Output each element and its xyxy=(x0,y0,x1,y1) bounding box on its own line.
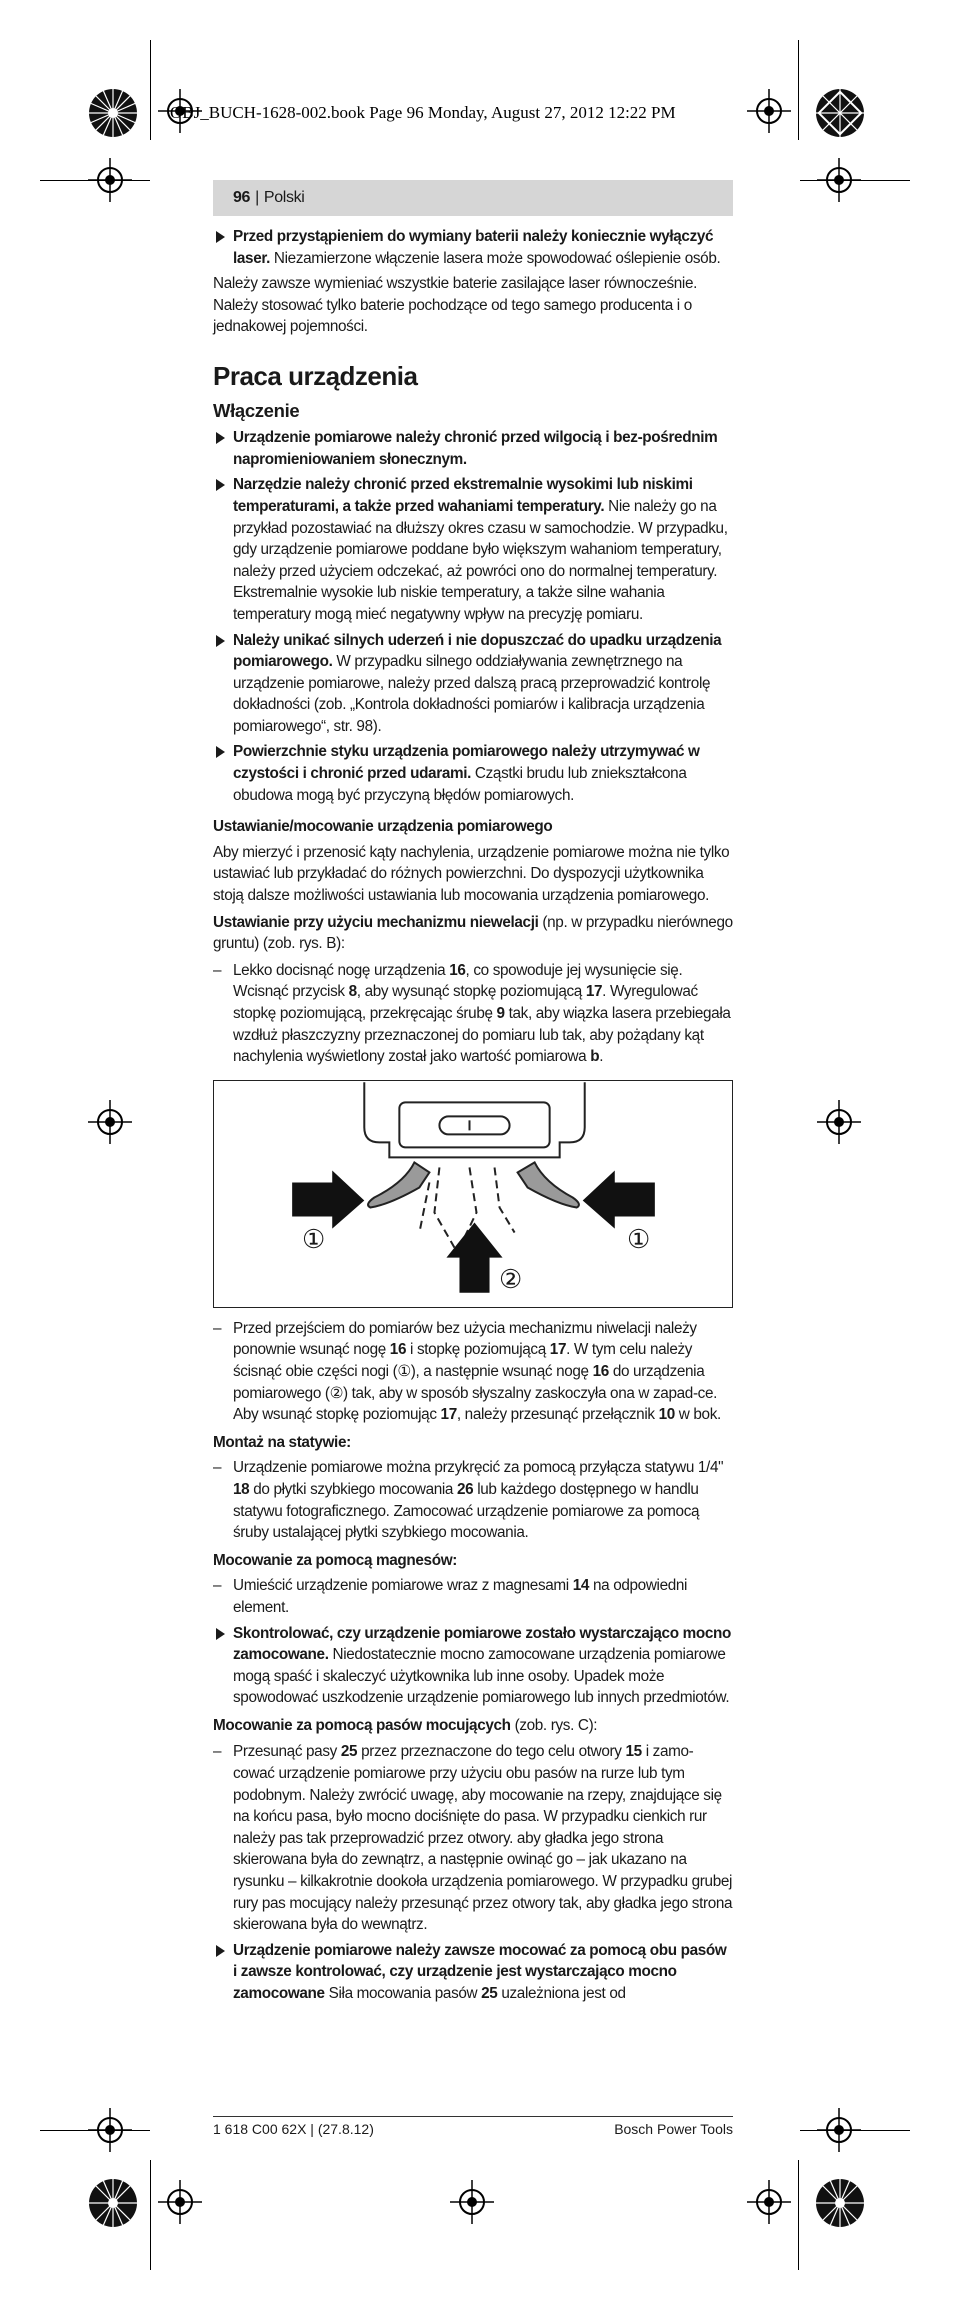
instruction-item: – Lekko docisnąć nogę urządzenia 16, co spowoduje jej wysunięcie się. Wcisnąć przycisk 8, aby wysunąć stopkę poziomującą 17. Wyregulować stopkę poziomującą, przekręcając śrubę 9 tak, aby wiązka lasera przebiegała wzdłuż płaszczyzny przeznaczonej do pomiaru lub tak, aby pożądany kąt nachylenia wyświetlony został jako wartość pomiarowa b. xyxy=(213,960,733,1068)
subsection-title: Włączenie xyxy=(213,399,300,421)
figure-label-bottom: ② xyxy=(499,1263,522,1294)
language-label: Polski xyxy=(263,189,305,207)
crop-line xyxy=(40,2130,150,2131)
registration-mark-icon xyxy=(817,1100,861,1144)
crop-line xyxy=(798,40,799,140)
crop-line xyxy=(150,2160,151,2270)
leveling-leg-illustration xyxy=(214,1081,732,1307)
figure-label-left: ① xyxy=(302,1223,325,1254)
crop-line xyxy=(150,40,151,140)
color-registration-rosette-icon xyxy=(88,88,138,138)
registration-mark-icon xyxy=(158,2180,202,2224)
subheading: Ustawianie/mocowanie urządzenia pomiarowego xyxy=(213,818,553,836)
section-title: Praca urządzenia xyxy=(213,360,418,391)
warning-bullet: Powierzchnie styku urządzenia pomiarowego należy utrzymywać w czystości i chronić przed udarami. Cząstki brudu lub zniekształcona obudowa mogą być przyczyną błędów pomiarowych. xyxy=(213,741,733,806)
paragraph: Aby mierzyć i przenosić kąty nachylenia, urządzenie pomiarowe można nie tylko ustawiać lub przykładać do różnych powierzchni. Do dyspozycji użytkownika stoją dalsze możliwości ustawiania lub mocowania urządzenia pomiarowego. xyxy=(213,843,730,905)
subheading: Montaż na statywie: xyxy=(213,1433,351,1451)
page-footer xyxy=(213,2116,733,2137)
instruction-item: – Przed przejściem do pomiarów bez użycia mechanizmu niwelacji należy ponownie wsunąć nogę 16 i stopkę poziomującą 17. W tym celu należy ścisnąć obie części nogi (①), a następnie wsunąć nogę 16 do urządzenia pomiarowego (②) tak, aby w sposób słyszalny zaskoczyła ona w zapad-ce. Aby wsunąć stopkę poziomując 17, należy przesunąć przełącznik 10 w bok. xyxy=(213,1318,733,1426)
page-header xyxy=(213,180,733,216)
color-registration-rosette-icon xyxy=(815,88,865,138)
warning-bullet: Skontrolować, czy urządzenie pomiarowe zostało wystarczająco mocno zamocowane. Niedostatecznie mocno zamocowane urządzenia pomiarowe mogą spaść i skaleczyć użytkownika lub inne osoby. Upadek może spowodować uszkodzenie urządzenie pomiarowego lub innych przedmiotów. xyxy=(213,1623,733,1709)
registration-mark-icon xyxy=(88,1100,132,1144)
instruction-item: – Przesunąć pasy 25 przez przeznaczone do tego celu otwory 15 i zamo-cować urządzenie pomiarowe przy użyciu obu pasów na rurze lub tym podobnym. Należy zwrócić uwagę, aby mocowanie na rzepy, znajdujące się na końcu pasa, było mocno dociśnięte do pasa. W przypadku cienkich rur należy pas tak przeprowadzić przez otwory. aby gładka jego strona skierowana była do zewnątrz, a następnie owinąć go – jak ukazano na rysunku – kilkakrotnie dookoła urządzenia pomiarowego. W przypadku grubej rury pas mocujący należy przesunąć przez otwory tak, aby gładka jego strona skierowana była do wewnątrz. xyxy=(213,1741,733,1935)
page-content xyxy=(213,180,733,2009)
crop-line xyxy=(800,180,910,181)
subheading: Mocowanie za pomocą magnesów: xyxy=(213,1551,457,1569)
paragraph: Należy zawsze wymieniać wszystkie baterie zasilające laser równocześnie. Należy stosować tylko baterie pochodzące od tego samego producenta i o jednakowej pojemności. xyxy=(213,275,698,336)
paragraph: Ustawianie przy użyciu mechanizmu niewelacji (np. w przypadku nierównego gruntu) (zob. rys. B): xyxy=(213,913,733,953)
figure-leveling-leg xyxy=(213,1080,733,1308)
warning-bullet: Przed przystąpieniem do wymiany baterii należy koniecznie wyłączyć laser. Niezamierzone włączenie lasera może spowodować oślepienie osób. xyxy=(213,226,733,269)
color-registration-rosette-icon xyxy=(815,2178,865,2228)
paragraph: Mocowanie za pomocą pasów mocujących (zob. rys. C): xyxy=(213,1716,598,1734)
registration-mark-icon xyxy=(747,89,791,133)
warning-bullet: Narzędzie należy chronić przed ekstremalnie wysokimi lub niskimi temperaturami, a także przed wahaniami temperatury. Nie należy go na przykład pozostawiać na dłuższy okres czasu w samochodzie. W przypadku, gdy urządzenie pomiarowe poddane było większym wahaniom temperatury, należy przed użyciem odczekać, aż powróci ono do normalnej temperatury. Ekstremalnie wysokie lub niskie temperatury, a także silne wahania temperatury mogą mieć negatywny wpływ na precyzję pomiaru. xyxy=(213,474,733,625)
registration-mark-icon xyxy=(747,2180,791,2224)
figure-label-right: ① xyxy=(627,1223,650,1254)
crop-line xyxy=(40,180,150,181)
instruction-item: – Urządzenie pomiarowe można przykręcić za pomocą przyłącza statywu 1/4" 18 do płytki szybkiego mocowania 26 lub każdego dostępnego w handlu statywu fotograficznego. Zamocować urządzenie pomiarowe za pomocą śruby ustalającej płytki szybkiego mocowania. xyxy=(213,1457,733,1543)
instruction-item: – Umieścić urządzenie pomiarowe wraz z magnesami 14 na odpowiedni element. xyxy=(213,1575,733,1618)
warning-bullet: Należy unikać silnych uderzeń i nie dopuszczać do upadku urządzenia pomiarowego. W przypadku silnego oddziaływania zewnętrznego na urządzenie pomiarowe, należy przed dalszą pracą przeprowadzić kontrolę dokładności (zob. „Kontrola dokładności pomiarów i kalibracja urządzenia pomiarowego“, str. 98). xyxy=(213,630,733,738)
warning-bullet: Urządzenie pomiarowe należy zawsze mocować za pomocą obu pasów i zawsze kontrolować, czy urządzenie jest wystarczająco mocno zamocowane Siła mocowania pasów 25 uzależniona jest od xyxy=(213,1940,733,2005)
warning-bullet: Urządzenie pomiarowe należy chronić przed wilgocią i bez-pośrednim napromieniowaniem słonecznym. xyxy=(213,427,733,470)
color-registration-rosette-icon xyxy=(88,2178,138,2228)
print-slug: OBJ_BUCH-1628-002.book Page 96 Monday, August 27, 2012 12:22 PM xyxy=(170,103,676,122)
crop-line xyxy=(798,2160,799,2270)
footer-code: 1 618 C00 62X | (27.8.12) xyxy=(213,2121,374,2137)
header-separator: | xyxy=(255,189,259,207)
crop-line xyxy=(800,2130,910,2131)
registration-mark-icon xyxy=(450,2180,494,2224)
footer-brand: Bosch Power Tools xyxy=(614,2121,733,2137)
page-number: 96 xyxy=(233,189,251,207)
